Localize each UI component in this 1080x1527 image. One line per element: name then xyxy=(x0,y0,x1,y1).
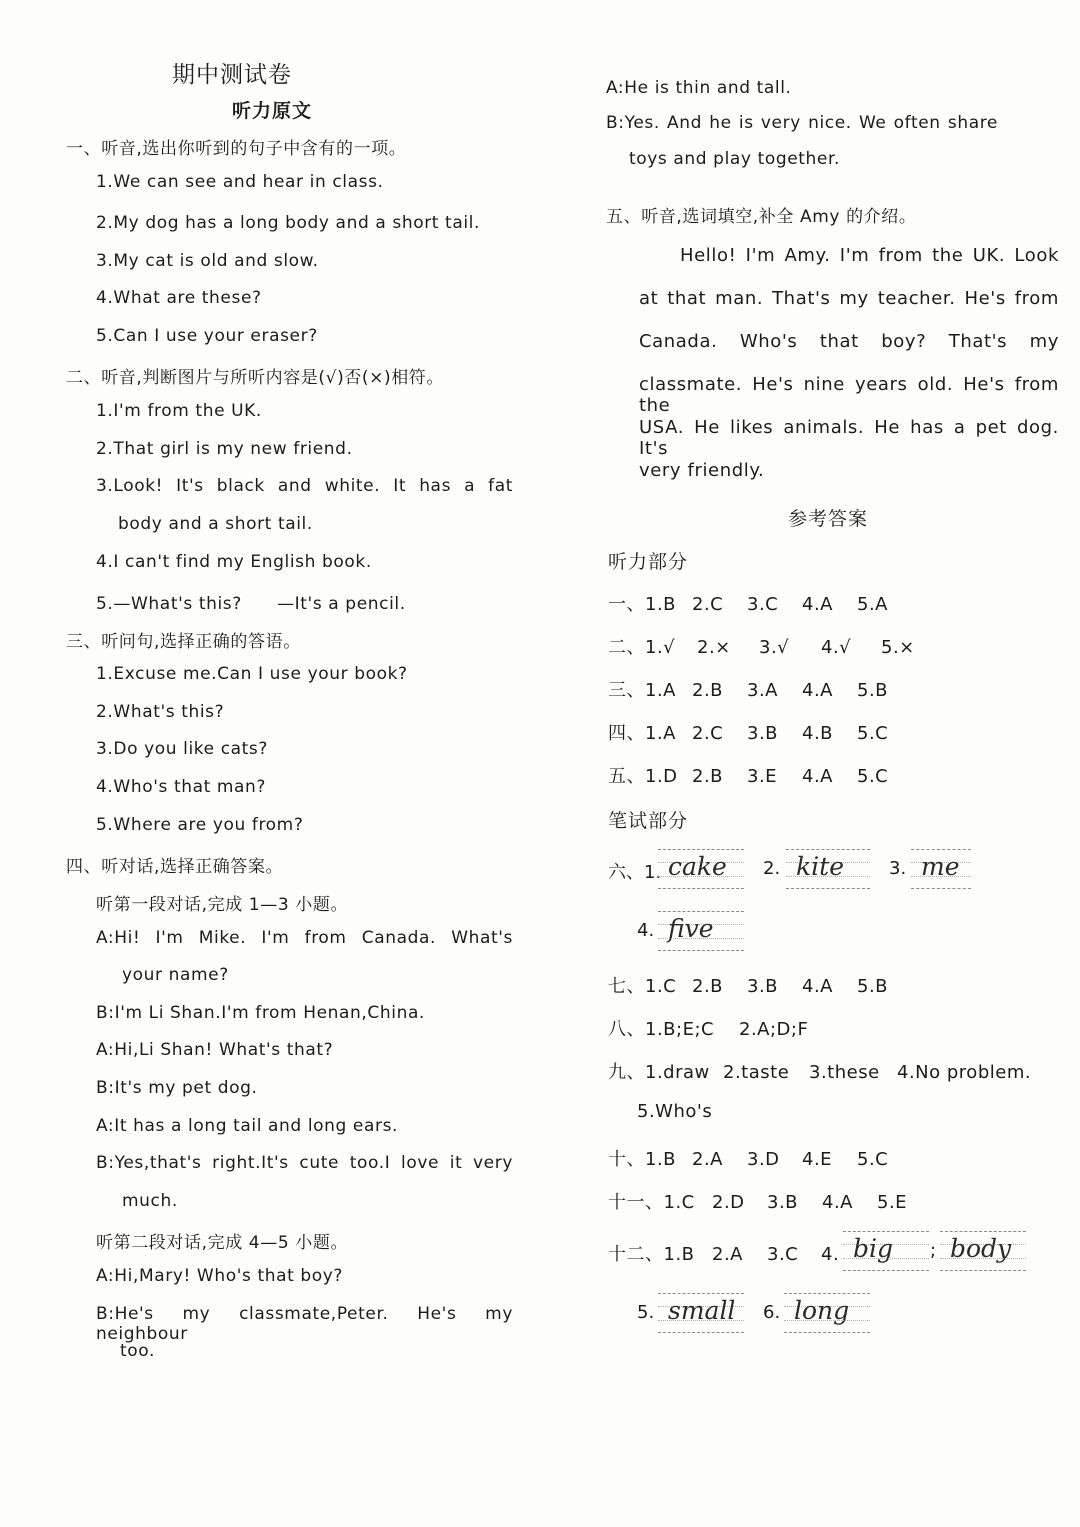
answer-row: 一、1.B 2.C 3.C 4.A 5.A xyxy=(608,594,888,615)
handwriting-answer: cake xyxy=(658,849,744,889)
q12-number: 6. xyxy=(763,1302,781,1323)
page-title: 期中测试卷 xyxy=(172,62,292,88)
dialogue-intro: 听第二段对话,完成 4—5 小题。 xyxy=(96,1233,349,1253)
paragraph-line: Canada. Who's that boy? That's my xyxy=(639,331,1059,352)
list-item: 4.I can't find my English book. xyxy=(96,552,372,572)
paragraph-line: USA. He likes animals. He has a pet dog. It's xyxy=(639,417,1059,459)
list-item: 3.My cat is old and slow. xyxy=(96,251,319,271)
list-item-cont: body and a short tail. xyxy=(118,514,313,534)
dialogue-line: A:Hi! I'm Mike. I'm from Canada. What's xyxy=(96,928,513,948)
dialogue-line: A:He is thin and tall. xyxy=(606,78,792,98)
handwriting-answer: five xyxy=(658,911,744,951)
answer-row: 二、1.√ 2.× 3.√ 4.√ 5.× xyxy=(608,637,915,658)
list-item: 3.Do you like cats? xyxy=(96,739,269,759)
handwriting-answer: me xyxy=(911,849,971,889)
section-1-title: 一、听音,选出你听到的句子中含有的一项。 xyxy=(66,139,407,159)
q6-number: 2. xyxy=(763,858,781,879)
list-item: 1.Excuse me.Can I use your book? xyxy=(96,664,408,684)
dialogue-line: A:Hi,Li Shan! What's that? xyxy=(96,1040,334,1060)
paragraph-line: Hello! I'm Amy. I'm from the UK. Look xyxy=(680,245,1059,266)
handwriting-answer: small xyxy=(658,1293,744,1333)
dialogue-line: A:It has a long tail and long ears. xyxy=(96,1116,399,1136)
dialogue-line-cont: your name? xyxy=(122,965,229,985)
list-item: 5.Can I use your eraser? xyxy=(96,326,318,346)
q6-number: 六、1. xyxy=(608,862,662,883)
dialogue-line-cont: toys and play together. xyxy=(629,149,841,169)
list-item: 5.—What's this? —It's a pencil. xyxy=(96,594,406,614)
answer-row: 十一、1.C 2.D 3.B 4.A 5.E xyxy=(608,1192,908,1213)
answer-row: 十二、1.B 2.A 3.C 4. xyxy=(608,1244,840,1265)
list-item: 1.I'm from the UK. xyxy=(96,401,262,421)
answer-row: 五、1.D 2.B 3.E 4.A 5.C xyxy=(608,766,889,787)
answer-row: 七、1.C 2.B 3.B 4.A 5.B xyxy=(608,976,889,997)
answer-row-cont: 5.Who's xyxy=(637,1101,713,1122)
list-item: 5.Where are you from? xyxy=(96,815,304,835)
q6-number: 3. xyxy=(889,858,907,879)
section-2-title: 二、听音,判断图片与所听内容是(√)否(×)相符。 xyxy=(66,368,445,388)
handwriting-answer: big xyxy=(843,1231,929,1271)
list-item: 4.What are these? xyxy=(96,288,262,308)
answer-row: 四、1.A 2.C 3.B 4.B 5.C xyxy=(608,723,889,744)
dialogue-line-cont: much. xyxy=(122,1191,178,1211)
dialogue-line: B:He's my classmate,Peter. He's my neighbour xyxy=(96,1304,513,1344)
separator: ; xyxy=(930,1240,937,1261)
listening-heading: 听力部分 xyxy=(608,551,689,573)
answer-row: 三、1.A 2.B 3.A 4.A 5.B xyxy=(608,680,889,701)
dialogue-line: B:Yes. And he is very nice. We often share xyxy=(606,113,998,133)
section-5-title: 五、听音,选词填空,补全 Amy 的介绍。 xyxy=(606,207,917,227)
dialogue-line: B:Yes,that's right.It's cute too.I love it very xyxy=(96,1153,513,1173)
handwriting-answer: long xyxy=(784,1293,870,1333)
list-item: 4.Who's that man? xyxy=(96,777,267,797)
answers-heading: 参考答案 xyxy=(788,508,869,530)
q6-number: 4. xyxy=(637,920,655,941)
paragraph-line: classmate. He's nine years old. He's from the xyxy=(639,374,1059,416)
paragraph-line: at that man. That's my teacher. He's from xyxy=(639,288,1059,309)
dialogue-line: B:It's my pet dog. xyxy=(96,1078,258,1098)
section-heading-transcript: 听力原文 xyxy=(232,100,313,122)
dialogue-intro: 听第一段对话,完成 1—3 小题。 xyxy=(96,895,349,915)
list-item: 2.What's this? xyxy=(96,702,225,722)
handwriting-answer: body xyxy=(940,1231,1026,1271)
q12-number: 5. xyxy=(637,1302,655,1323)
answer-row: 九、1.draw 2.taste 3.these 4.No problem. xyxy=(608,1062,1032,1083)
dialogue-line: B:I'm Li Shan.I'm from Henan,China. xyxy=(96,1003,425,1023)
list-item: 1.We can see and hear in class. xyxy=(96,172,384,192)
section-4-title: 四、听对话,选择正确答案。 xyxy=(66,857,284,877)
paragraph-line: very friendly. xyxy=(639,460,765,481)
dialogue-line: A:Hi,Mary! Who's that boy? xyxy=(96,1266,344,1286)
answer-row: 八、1.B;E;C 2.A;D;F xyxy=(608,1019,809,1040)
list-item: 2.That girl is my new friend. xyxy=(96,439,353,459)
dialogue-line-cont: too. xyxy=(120,1341,155,1361)
writing-heading: 笔试部分 xyxy=(608,810,689,832)
list-item: 2.My dog has a long body and a short tail. xyxy=(96,213,480,233)
handwriting-answer: kite xyxy=(786,849,870,889)
list-item: 3.Look! It's black and white. It has a fat xyxy=(96,476,513,496)
section-3-title: 三、听问句,选择正确的答语。 xyxy=(66,632,301,652)
answer-row: 十、1.B 2.A 3.D 4.E 5.C xyxy=(608,1149,889,1170)
